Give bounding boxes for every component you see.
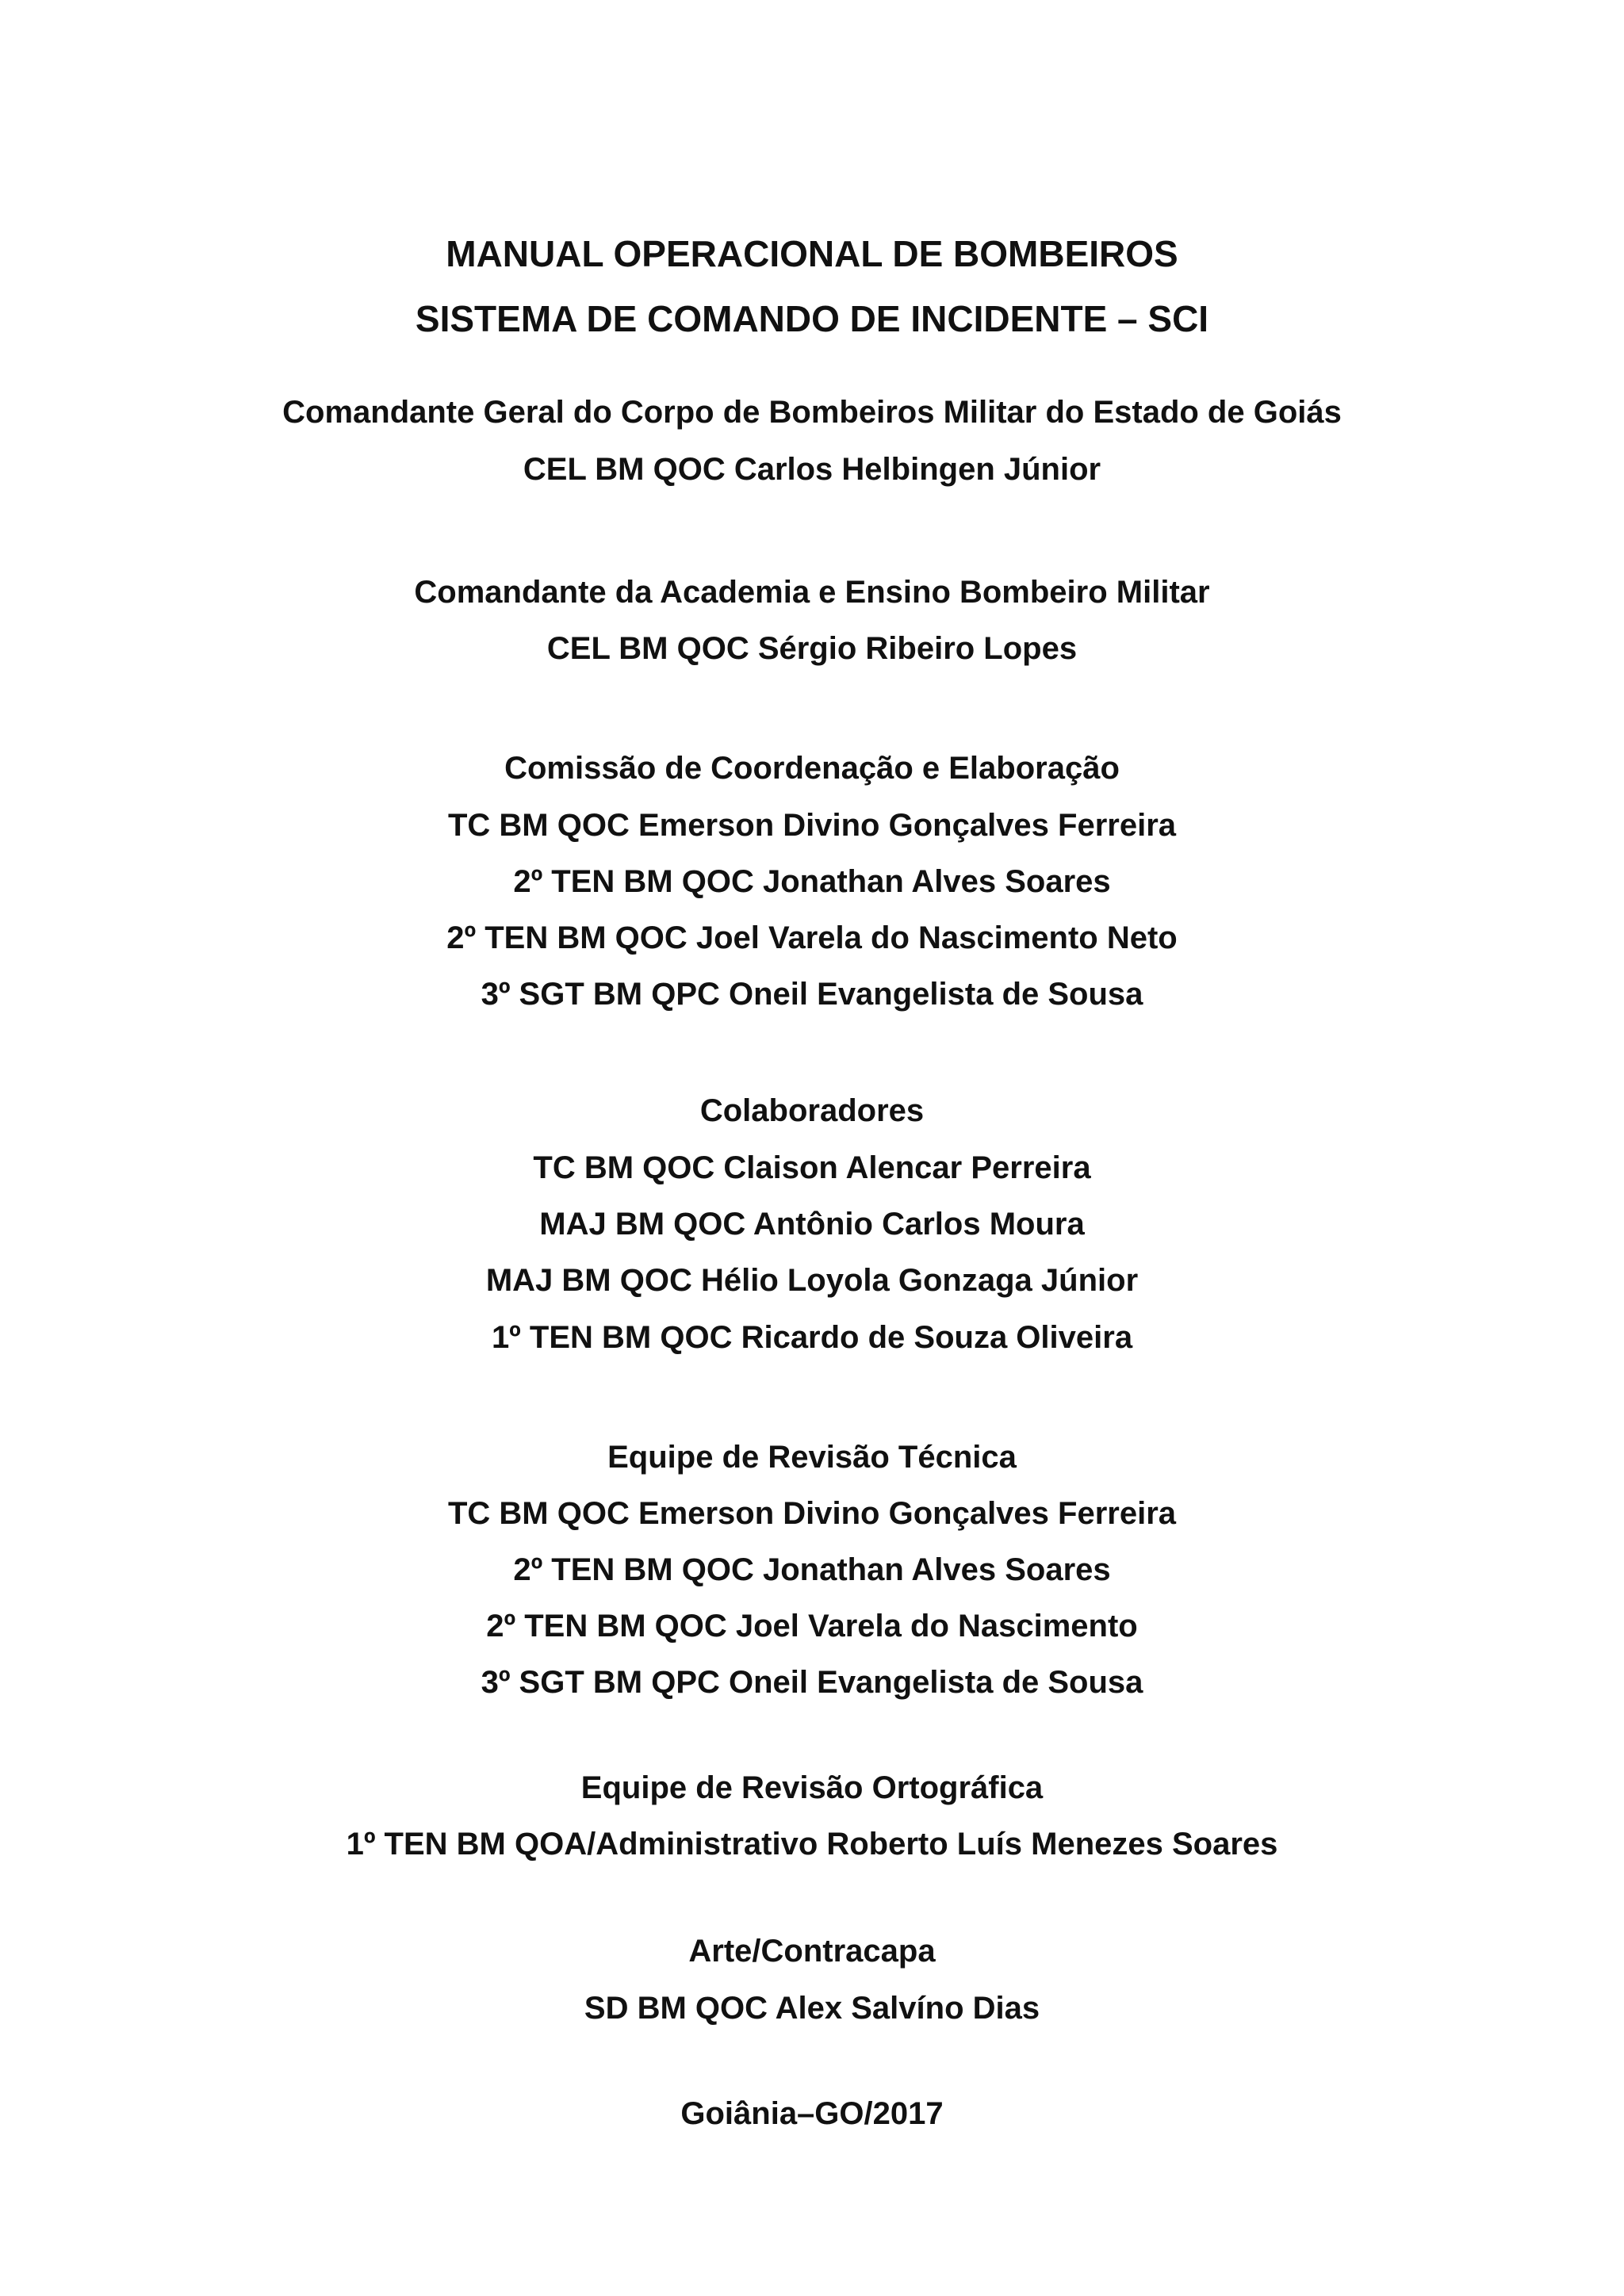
section-heading-technical-review: Equipe de Revisão Técnica <box>607 1440 1017 1475</box>
section-name: MAJ BM QOC Hélio Loyola Gonzaga Júnior <box>485 1263 1139 1298</box>
section-name: SD BM QOC Alex Salvíno Dias <box>584 1991 1040 2026</box>
section-heading-commander-general: Comandante Geral do Corpo de Bombeiros Militar do Estado de Goiás <box>282 395 1342 430</box>
section-name: 3º SGT BM QPC Oneil Evangelista de Sousa <box>481 1665 1143 1700</box>
section-name: 2º TEN BM QOC Joel Varela do Nascimento Neto <box>446 920 1178 955</box>
section-name: MAJ BM QOC Antônio Carlos Moura <box>539 1207 1085 1242</box>
section-name: TC BM QOC Emerson Divino Gonçalves Ferreira <box>447 1496 1177 1531</box>
section-heading-collaborators: Colaboradores <box>699 1093 925 1128</box>
section-name: TC BM QOC Emerson Divino Gonçalves Ferreira <box>447 808 1177 843</box>
section-heading-academy-commander: Comandante da Academia e Ensino Bombeiro Militar <box>414 575 1210 610</box>
section-name: 1º TEN BM QOA/Administrativo Roberto Luís Menezes Soares <box>346 1827 1278 1862</box>
section-heading-art-back-cover: Arte/Contracapa <box>688 1934 936 1969</box>
section-name: 3º SGT BM QPC Oneil Evangelista de Sousa <box>481 977 1143 1012</box>
section-name: CEL BM QOC Sérgio Ribeiro Lopes <box>546 631 1078 666</box>
section-heading-coordination-commission: Comissão de Coordenação e Elaboração <box>504 751 1120 786</box>
section-name: 2º TEN BM QOC Joel Varela do Nascimento <box>486 1609 1138 1644</box>
section-heading-spelling-review: Equipe de Revisão Ortográfica <box>580 1770 1044 1805</box>
document-title: MANUAL OPERACIONAL DE BOMBEIROS <box>446 233 1178 274</box>
section-name: CEL BM QOC Carlos Helbingen Júnior <box>523 452 1101 487</box>
section-name: TC BM QOC Claison Alencar Perreira <box>533 1150 1091 1185</box>
place-and-date: Goiânia–GO/2017 <box>680 2096 944 2131</box>
section-name: 2º TEN BM QOC Jonathan Alves Soares <box>513 864 1111 899</box>
document-subtitle: SISTEMA DE COMANDO DE INCIDENTE – SCI <box>415 298 1209 339</box>
section-name: 2º TEN BM QOC Jonathan Alves Soares <box>513 1552 1111 1587</box>
section-name: 1º TEN BM QOC Ricardo de Souza Oliveira <box>491 1320 1133 1355</box>
